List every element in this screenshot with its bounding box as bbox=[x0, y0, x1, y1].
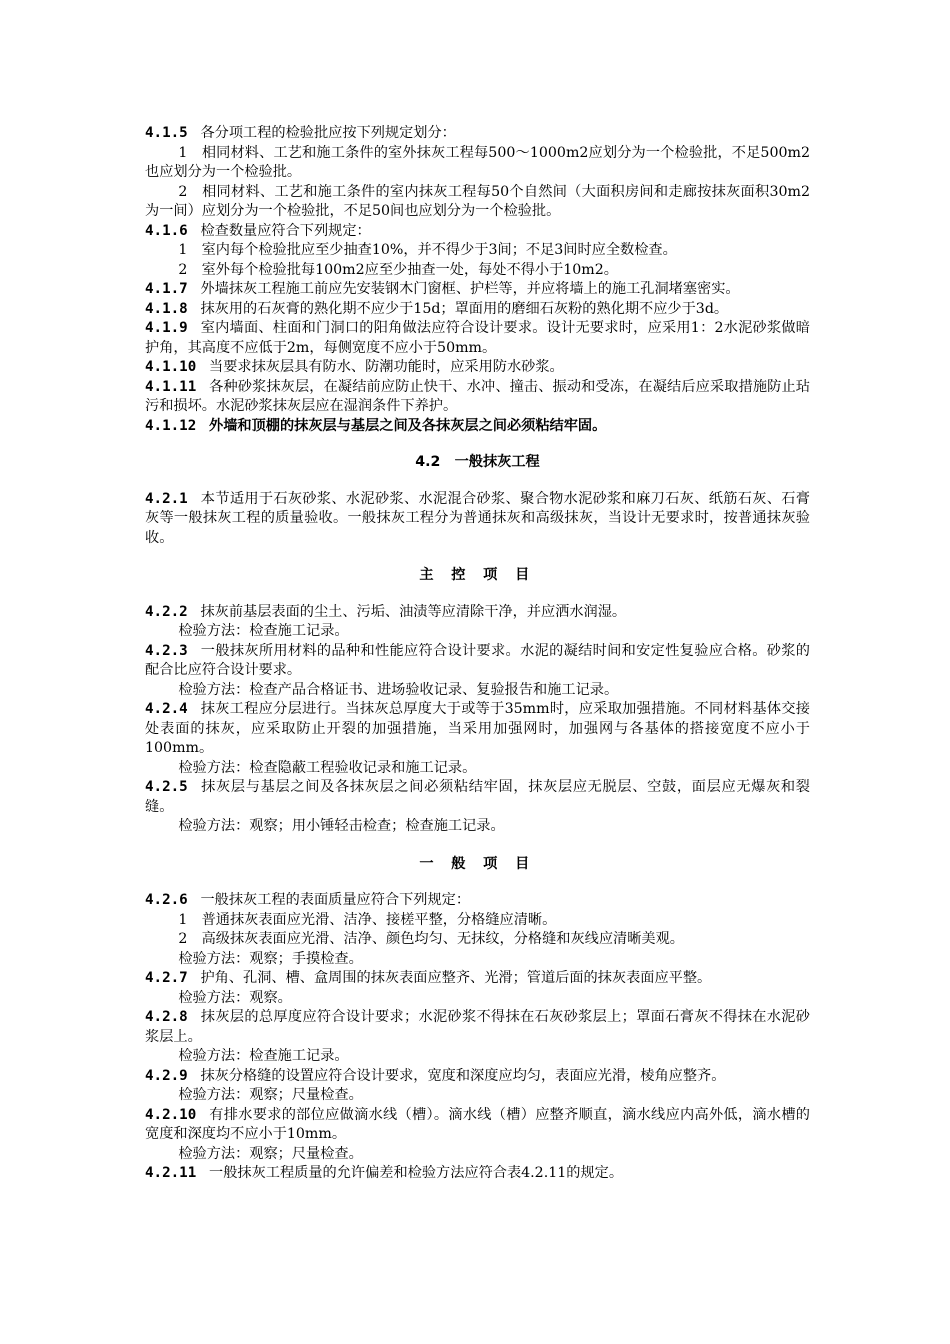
clause-text: 护角、孔洞、槽、盒周围的抹灰表面应整齐、光滑；管道后面的抹灰表面应平整。 bbox=[200, 970, 712, 986]
clause-number: 4.2.11 bbox=[145, 1165, 197, 1181]
clause-text: 有排水要求的部位应做滴水线（槽）。滴水线（槽）应整齐顺直，滴水线应内高外低，滴水槽的宽度和深度均不应小于10mm。 bbox=[145, 1106, 810, 1142]
list-item: 2 室外每个检验批每100m2应至少抽查一处，每处不得小于10m2。 bbox=[178, 261, 618, 278]
list-item: 1 普通抹灰表面应光滑、洁净、接槎平整，分格缝应清晰。 bbox=[178, 911, 557, 928]
clause-4-2-7 bbox=[145, 969, 810, 989]
clause-text: 抹灰层与基层之间及各抹灰层之间必须粘结牢固，抹灰层应无脱层、空鼓，面层应无爆灰和裂缝。 bbox=[145, 779, 810, 815]
list-item: 2 高级抹灰表面应光滑、洁净、颜色均匀、无抹纹，分格缝和灰线应清晰美观。 bbox=[178, 931, 684, 947]
clause-number: 4.2.10 bbox=[145, 1106, 197, 1123]
clause-4-1-6 bbox=[145, 222, 810, 242]
clause-text: 一般抹灰工程的表面质量应符合下列规定： bbox=[200, 892, 471, 908]
list-item: 1 相同材料、工艺和施工条件的室外抹灰工程每500～1000m2应划分为一个检验批，不足500m2也应划分为一个检验批。 bbox=[145, 144, 810, 180]
clause-text: 一般抹灰工程质量的允许偏差和检验方法应符合表4.2.11的规定。 bbox=[209, 1165, 624, 1181]
inspection-method: 检验方法：检查施工记录。 bbox=[178, 1048, 349, 1064]
clause-text: 当要求抹灰层具有防水、防潮功能时，应采用防水砂浆。 bbox=[209, 359, 564, 375]
clause-text: 抹灰工程应分层进行。当抹灰总厚度大于或等于35mm时，应采取加强措施。不同材料基体交接处表面的抹灰，应采取防止开裂的加强措施，当采用加强网时，加强网与各基体的搭接宽度不应小于100mm。 bbox=[145, 701, 810, 756]
clause-4-2-2 bbox=[145, 603, 810, 623]
inspection-method: 检验方法：检查施工记录。 bbox=[178, 623, 349, 639]
clause-4-1-5 bbox=[145, 124, 810, 144]
clause-number: 4.1.11 bbox=[145, 378, 197, 395]
inspection-method: 检验方法：检查隐蔽工程验收记录和施工记录。 bbox=[178, 759, 477, 776]
clause-text: 室内墙面、柱面和门洞口的阳角做法应符合设计要求。设计无要求时，应采用1：2水泥砂浆做暗护角，其高度不应低于2m，每侧宽度不应小于50mm。 bbox=[145, 320, 810, 356]
clause-number: 4.2.2 bbox=[145, 603, 188, 620]
clause-text: 本节适用于石灰砂浆、水泥砂浆、水泥混合砂浆、聚合物水泥砂浆和麻刀石灰、纸筋石灰、石膏灰等一般抹灰工程的质量验收。一般抹灰工程分为普通抹灰和高级抹灰，当设计无要求时，按普通抹灰验收。 bbox=[145, 490, 810, 546]
clause-number: 4.2.8 bbox=[145, 1009, 188, 1025]
clause-4-2-11 bbox=[145, 1164, 810, 1184]
clause-number: 4.1.8 bbox=[145, 300, 188, 317]
clause-4-2-10 bbox=[145, 1106, 810, 1145]
clause-4-1-12 bbox=[145, 417, 810, 437]
clause-number: 4.2.1 bbox=[145, 490, 188, 507]
inspection-method: 检验方法：观察；尺量检查。 bbox=[178, 1145, 363, 1162]
clause-4-2-5 bbox=[145, 778, 810, 817]
section-heading-4-2: 4.2 一般抹灰工程 bbox=[415, 454, 540, 470]
subheading-general-items: 一 般 项 目 bbox=[419, 855, 536, 872]
clause-number: 4.2.7 bbox=[145, 970, 188, 986]
clause-number: 4.2.9 bbox=[145, 1067, 188, 1084]
list-item: 1 室内每个检验批应至少抽查10%，并不得少于3间；不足3间时应全数检查。 bbox=[178, 242, 677, 258]
clause-text: 抹灰分格缝的设置应符合设计要求，宽度和深度应均匀，表面应光滑，棱角应整齐。 bbox=[200, 1067, 726, 1084]
clause-4-2-6 bbox=[145, 891, 810, 911]
clause-4-1-7 bbox=[145, 280, 810, 300]
clause-4-1-11 bbox=[145, 378, 810, 417]
inspection-method: 检验方法：观察；手摸检查。 bbox=[178, 950, 363, 967]
inspection-method: 检验方法：观察；尺量检查。 bbox=[178, 1087, 363, 1103]
clause-4-1-9 bbox=[145, 319, 810, 358]
clause-text: 检查数量应符合下列规定： bbox=[200, 222, 371, 239]
clause-text: 外墙抹灰工程施工前应先安装钢木门窗框、护栏等，并应将墙上的施工孔洞堵塞密实。 bbox=[200, 281, 740, 297]
clause-text: 各分项工程的检验批应按下列规定划分： bbox=[200, 125, 456, 141]
inspection-method: 检验方法：观察。 bbox=[178, 989, 292, 1006]
clause-text: 抹灰层的总厚度应符合设计要求；水泥砂浆不得抹在石灰砂浆层上；罩面石膏灰不得抹在水泥砂浆层上。 bbox=[145, 1009, 810, 1045]
clause-number: 4.1.6 bbox=[145, 222, 188, 239]
clause-4-2-1 bbox=[145, 490, 810, 549]
clause-number: 4.1.10 bbox=[145, 359, 197, 375]
clause-text: 抹灰前基层表面的尘土、污垢、油渍等应清除干净，并应洒水润湿。 bbox=[200, 603, 627, 620]
clause-number: 4.1.9 bbox=[145, 320, 188, 336]
subheading-main-items: 主 控 项 目 bbox=[419, 567, 536, 583]
clause-4-2-9 bbox=[145, 1067, 810, 1087]
clause-number: 4.1.7 bbox=[145, 281, 188, 297]
clause-number: 4.2.3 bbox=[145, 642, 188, 659]
clause-text: 外墙和顶棚的抹灰层与基层之间及各抹灰层之间必须粘结牢固。 bbox=[209, 417, 607, 434]
clause-4-2-8 bbox=[145, 1008, 810, 1047]
clause-text: 一般抹灰所用材料的品种和性能应符合设计要求。水泥的凝结时间和安定性复验应合格。砂浆的配合比应符合设计要求。 bbox=[145, 642, 810, 678]
clause-4-2-4 bbox=[145, 700, 810, 759]
inspection-method: 检验方法：检查产品合格证书、进场验收记录、复验报告和施工记录。 bbox=[178, 681, 619, 698]
clause-number: 4.2.6 bbox=[145, 892, 188, 908]
document-page bbox=[145, 124, 810, 1184]
clause-number: 4.1.5 bbox=[145, 125, 188, 141]
clause-number: 4.2.5 bbox=[145, 779, 188, 795]
clause-4-1-8 bbox=[145, 300, 810, 320]
clause-number: 4.1.12 bbox=[145, 417, 197, 434]
clause-4-2-3 bbox=[145, 642, 810, 681]
clause-number: 4.2.4 bbox=[145, 701, 188, 717]
clause-4-1-10 bbox=[145, 358, 810, 378]
clause-text: 抹灰用的石灰膏的熟化期不应少于15d；罩面用的磨细石灰粉的熟化期不应少于3d。 bbox=[200, 300, 729, 317]
inspection-method: 检验方法：观察；用小锤轻击检查；检查施工记录。 bbox=[178, 818, 505, 834]
list-item: 2 相同材料、工艺和施工条件的室内抹灰工程每50个自然间（大面积房间和走廊按抹灰面积30m2为一间）应划分为一个检验批，不足50间也应划分为一个检验批。 bbox=[145, 183, 810, 219]
clause-text: 各种砂浆抹灰层，在凝结前应防止快干、水冲、撞击、振动和受冻，在凝结后应采取措施防止玷污和损坏。水泥砂浆抹灰层应在湿润条件下养护。 bbox=[145, 378, 810, 414]
